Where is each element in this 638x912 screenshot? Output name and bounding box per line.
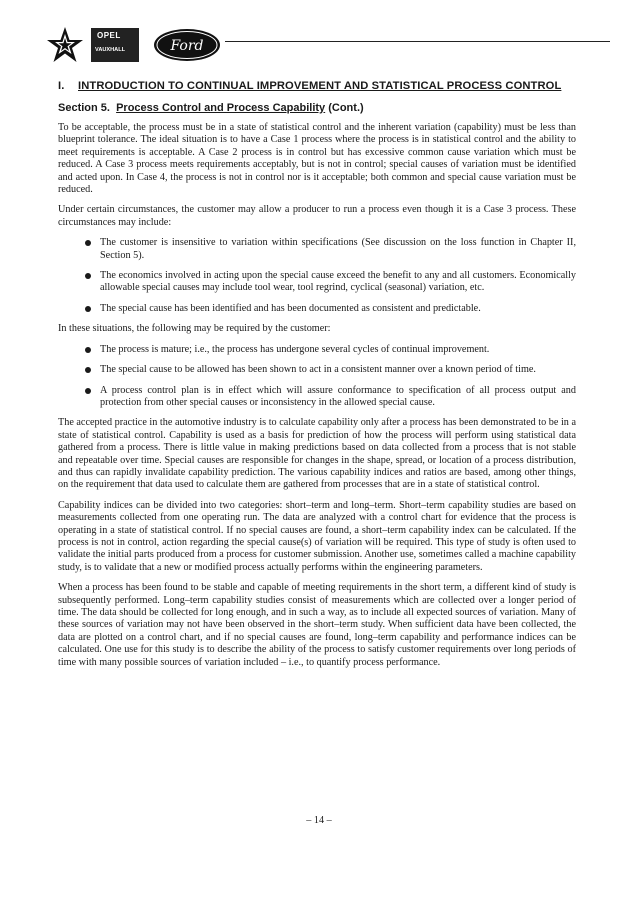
- star-logo-icon: [46, 26, 84, 64]
- header-rule: [225, 41, 610, 42]
- document-body: [58, 80, 576, 669]
- ford-logo-text: Ford: [170, 38, 204, 54]
- opel-logo-text: OPEL: [97, 31, 121, 40]
- bullet-icon: [85, 347, 91, 353]
- bullet-icon: [85, 273, 91, 279]
- subsection-title: Process Control and Process Capability: [116, 102, 326, 114]
- section-title: INTRODUCTION TO CONTINUAL IMPROVEMENT AND STATISTICAL PROCESS CONTROL: [78, 80, 562, 92]
- list-item: The customer is insensitive to variation within specifications (See discussion on the loss function in Chapter II, Section 5).: [58, 237, 576, 262]
- requirements-list: [58, 344, 576, 410]
- subsection-suffix: (Cont.): [328, 102, 364, 114]
- circumstances-list: [58, 237, 576, 315]
- section-number: I.: [58, 80, 65, 92]
- subsection-heading: [58, 102, 576, 114]
- page-number: – 14 –: [306, 815, 332, 826]
- paragraph-capability-practice: The accepted practice in the automotive industry is to calculate capability only after a process has been demonstrated to be in a state of statistical control. Capability is used as a basis for prediction of how the process will perform using statistical data gathered from a process. There is little value in making predictions based on data collected from a process that is not stable and repeatable over time. Special causes are responsible for changes in the shape, spread, or location of a process distribution, and thus can rapidly invalidate capability prediction. The various capability indices and ratios are based, among other things, on the requirement that data used to calculate them are gathered from processes that are in a state of statistical control.: [58, 417, 576, 491]
- page-header: [46, 24, 586, 64]
- list-item: A process control plan is in effect which will assure conformance to specification of all process output and protection from other special causes or inconsistency in the allowed special cause.: [58, 385, 576, 410]
- bullet-icon: [85, 388, 91, 394]
- ford-logo-icon: [153, 28, 221, 62]
- paragraph-long-term-study: When a process has been found to be stable and capable of meeting requirements in the short term, a different kind of study is subsequently performed. Long–term capability studies consist of measurements which are collected over a longer period of time. The data should be collected for long enough, and in such a way, as to include all expected sources of variation. Many of these sources of variation may not have been observed in the short–term study. When sufficient data have been collected, the data are plotted on a control chart, and if no special causes are found, long–term capability and performance indices can be calculated. One use for this study is to describe the ability of the process to satisfy customer requirements over long periods of time with many possible sources of variation included – i.e., to quantify process performance.: [58, 582, 576, 668]
- opel-vauxhall-logo: [91, 28, 139, 62]
- paragraph-case-definitions: To be acceptable, the process must be in a state of statistical control and the inherent variation (capability) must be less than blueprint tolerance. The ideal situation is to have a Case 1 process where the process is in statistical control and the ability to meet requirements is acceptable. A Case 2 process is in control but has excessive common cause variation which must be reduced. A Case 3 process meets requirements acceptably, but is not in control; special causes of variation must be identified and acted upon. In Case 4, the process is not in control nor is it acceptable; both common and special cause variation must be reduced.: [58, 122, 576, 196]
- bullet-icon: [85, 240, 91, 246]
- list-item: The special cause has been identified and has been documented as consistent and predictable.: [58, 303, 576, 315]
- paragraph-requirements-intro: In these situations, the following may be required by the customer:: [58, 323, 331, 335]
- list-item: The process is mature; i.e., the process has undergone several cycles of continual improvement.: [58, 344, 576, 356]
- vauxhall-logo-text: VAUXHALL: [95, 47, 126, 53]
- list-item: The special cause to be allowed has been shown to act in a consistent manner over a known period of time.: [58, 364, 576, 376]
- list-item: The economics involved in acting upon the special cause exceed the benefit to any and all customers. Economically allowable special causes may include tool wear, tool regrind, cyclical (seasonal) variation, etc.: [58, 270, 576, 295]
- subsection-prefix: Section 5.: [58, 102, 110, 114]
- paragraph-capability-indices: Capability indices can be divided into two categories: short–term and long–term. Short–term capability studies are based on measurements collected from one operating run. The data are analyzed with a control chart for evidence that the process is operating in a state of statistical control. If no special causes are found, a short–term capability index can be calculated. If the process is not in control, action regarding the special cause(s) of variation will be required. This type of study is often used to validate the initial parts produced from a process for customer submission. Another use, sometimes called a machine capability study, is to validate that a new or modified process actually performs within the engineering parameters.: [58, 499, 576, 573]
- bullet-icon: [85, 306, 91, 312]
- paragraph-circumstances-intro: Under certain circumstances, the customer may allow a producer to run a process even though it is a Case 3 process. These circumstances may include:: [58, 204, 576, 228]
- bullet-icon: [85, 367, 91, 373]
- section-heading: [58, 80, 576, 92]
